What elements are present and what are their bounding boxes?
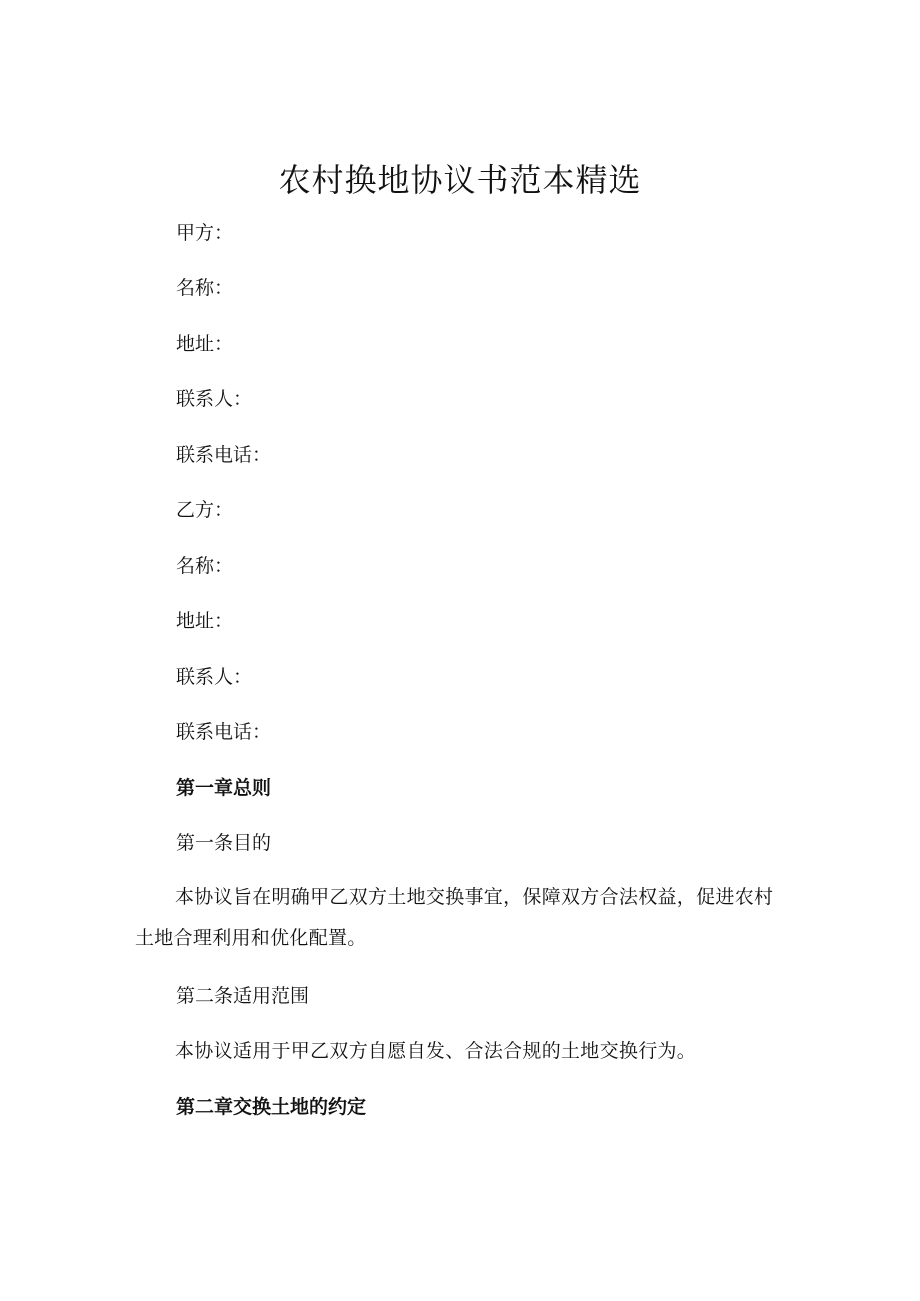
party-b-contact: 联系人： xyxy=(176,666,253,688)
document-title: 农村换地协议书范本精选 xyxy=(278,161,642,199)
party-a-address: 地址： xyxy=(176,333,234,355)
party-b-address: 地址： xyxy=(176,610,234,632)
article-2-body: 本协议适用于甲乙双方自愿自发、合法合规的土地交换行为。 xyxy=(175,1040,697,1062)
chapter-2-heading: 第二章交换土地的约定 xyxy=(176,1096,367,1118)
party-a-name: 名称： xyxy=(176,277,234,299)
article-2-title: 第二条适用范围 xyxy=(176,985,310,1007)
party-b-name: 名称： xyxy=(176,555,234,577)
party-b-label: 乙方： xyxy=(176,499,234,521)
party-a-label: 甲方： xyxy=(176,222,234,244)
article-1-body: 本协议旨在明确甲乙双方土地交换事宜，保障双方合法权益，促进农村土地合理利用和优化配置。 xyxy=(135,886,774,949)
party-b-phone: 联系电话： xyxy=(176,721,272,743)
chapter-1-heading: 第一章总则 xyxy=(176,777,272,799)
article-1-title: 第一条目的 xyxy=(176,832,272,854)
party-a-phone: 联系电话： xyxy=(176,444,272,466)
party-a-contact: 联系人： xyxy=(176,388,253,410)
